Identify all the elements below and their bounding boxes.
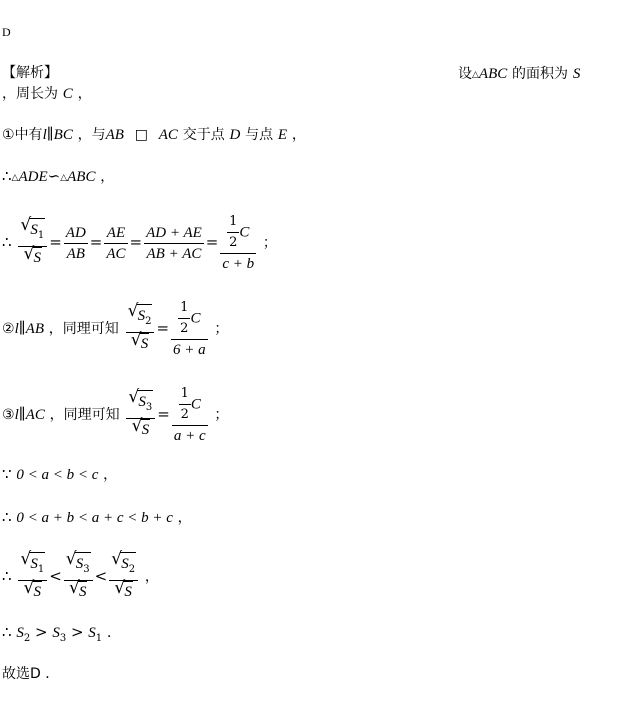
ratio-sqrt-s2-b: √ $S_2$ √ S (109, 552, 138, 602)
ratio-half-perimeter: $\frac{1}{2}$ C c + b (222, 214, 255, 272)
ratio-half-perimeter-3: $\frac{1}{2}$ C a + c (173, 386, 206, 444)
setup-line: 设△ABC 的面积为 S (458, 66, 581, 82)
ratio-ae-ac: $\frac{AE}{AC}$ (106, 224, 126, 262)
ratio-sqrt-s1: √ $S_1$ √ S (18, 218, 47, 268)
ratio-sqrt-s2: √ $S_2$ √ S (126, 304, 155, 354)
equation-1: ∴ √ $S_1$ √ S = $\frac{AD}{AB}$ = $\frac{AE}{AC}$ = $\frac{AD + AE}{AB + AC}$ = $\frac{1}{2}$ C c + b ； (2, 214, 277, 272)
inequality-2: ∴ 0 < a + b < a + c < b + c ， (2, 508, 192, 526)
analysis-label: 【解析】 (2, 65, 58, 81)
equation-2: ②l∥AB ，同理可知 √ $S_2$ √ S = $\frac{1}{2}$ C 6 + a ； (2, 300, 229, 358)
final-answer: 故选D ． (2, 666, 60, 682)
ratio-ad-ab: $\frac{AD}{AB}$ (65, 224, 86, 262)
equation-3: ③l∥AC ，同理可知 √ $S_3$ √ S = $\frac{1}{2}$ C a + c ； (2, 386, 229, 444)
ratio-sqrt-s1-b: √ $S_1$ √ S (18, 552, 47, 602)
inequality-3: ∴ √ $S_1$ √ S < √ $S_3$ √ S < √ $S_2$ √ S ， (2, 549, 159, 600)
ratio-sqrt-s3: √ $S_3$ √ S (126, 390, 155, 440)
conclusion-line: ∴ $S_2 > S_3 > S_1$ ． (2, 623, 121, 644)
triangle-symbol: △ (11, 173, 19, 183)
answer-letter: D (2, 25, 11, 39)
triangle-symbol: △ (60, 173, 68, 183)
similar-line: ∴△ADE∽△ABC ， (2, 167, 115, 185)
ratio-sum: $\frac{AD + AE}{AB + AC}$ (146, 224, 202, 262)
ratio-sqrt-s3-b: √ $S_3$ √ S (64, 552, 93, 602)
case1-line: ①中有l∥BC ，与AB □ AC 交于点 D 与点 E ， (2, 125, 306, 143)
triangle-symbol: △ (472, 70, 479, 80)
perimeter-line: ，周长为 C ， (2, 86, 92, 102)
inequality-1: ∵ 0 < a < b < c ， (2, 465, 118, 483)
ratio-half-perimeter-2: $\frac{1}{2}$ C 6 + a (173, 300, 206, 358)
